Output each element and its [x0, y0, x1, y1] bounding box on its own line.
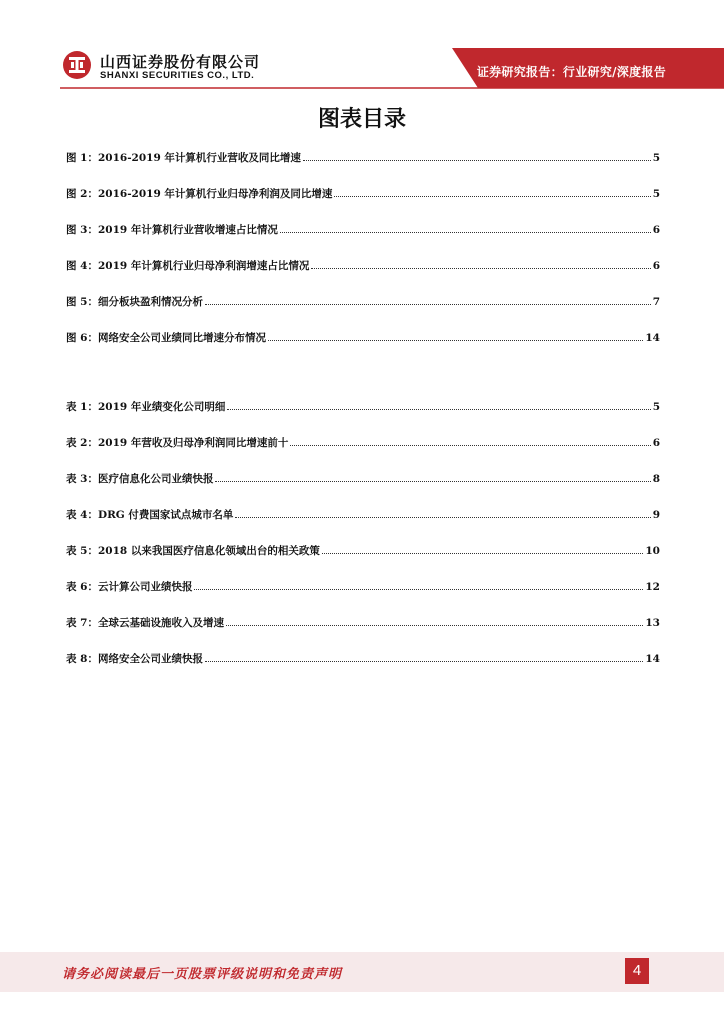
toc-entry-figure-2[interactable] — [66, 186, 660, 222]
toc-entry-title: 全球云基础设施收入及增速 — [97, 617, 224, 629]
page-title: 图表目录 — [317, 107, 406, 132]
toc-entry-page: 14 — [645, 332, 660, 344]
toc-entry-page: 7 — [652, 296, 660, 308]
toc-entry-figure-1[interactable] — [66, 150, 660, 186]
toc-entry-page: 12 — [645, 581, 660, 593]
toc-entry-page: 6 — [652, 224, 660, 236]
toc-leader-dots — [194, 579, 643, 590]
company-name-en: SHANXI SECURITIES CO., LTD. — [100, 70, 255, 81]
toc-entry-label: 表 8： — [66, 653, 98, 665]
toc-leader-dots — [280, 222, 651, 233]
toc-entry-label: 图 4： — [66, 260, 98, 272]
table-list — [66, 399, 660, 687]
toc-entry-figure-3[interactable] — [66, 222, 660, 258]
toc-entry-table-2[interactable] — [66, 435, 660, 471]
toc-leader-dots — [205, 294, 651, 305]
toc-entry-label: 表 4： — [66, 509, 98, 521]
toc-entry-table-3[interactable] — [66, 471, 660, 507]
toc-entry-title: 网络安全公司业绩快报 — [97, 653, 203, 665]
toc-entry-title: DRG 付费国家试点城市名单 — [97, 509, 234, 521]
toc-entry-title: 2016-2019 年计算机行业归母净利润及同比增速 — [97, 188, 333, 200]
toc-leader-dots — [227, 399, 650, 410]
toc-entry-page: 8 — [652, 473, 660, 485]
toc-entry-table-1[interactable] — [66, 399, 660, 435]
toc-entry-title: 医疗信息化公司业绩快报 — [97, 473, 214, 485]
toc-entry-label: 表 6： — [66, 581, 98, 593]
toc-entry-title: 网络安全公司业绩同比增速分布情况 — [97, 332, 266, 344]
toc-entry-label: 表 1： — [66, 401, 98, 413]
toc-entry-title: 2018 以来我国医疗信息化领域出台的相关政策 — [97, 545, 320, 557]
toc-leader-dots — [303, 150, 651, 161]
header-banner — [0, 0, 724, 100]
toc-entry-title: 2019 年计算机行业营收增速占比情况 — [97, 224, 278, 236]
toc-leader-dots — [334, 186, 650, 197]
toc-entry-label: 表 2： — [66, 437, 98, 449]
toc-entry-title: 细分板块盈利情况分析 — [97, 296, 203, 308]
toc-leader-dots — [322, 543, 644, 554]
toc-entry-page: 10 — [645, 545, 660, 557]
toc-entry-page: 6 — [652, 437, 660, 449]
toc-entry-title: 2016-2019 年计算机行业营收及同比增速 — [97, 152, 301, 164]
page-header — [0, 0, 724, 100]
toc-entry-page: 9 — [652, 509, 660, 521]
company-logo-icon — [62, 50, 92, 80]
toc-leader-dots — [235, 507, 650, 518]
toc-entry-label: 图 2： — [66, 188, 98, 200]
toc-leader-dots — [215, 471, 650, 482]
toc-entry-title: 2019 年营收及归母净利润同比增速前十 — [97, 437, 289, 449]
toc-entry-table-5[interactable] — [66, 543, 660, 579]
toc-leader-dots — [268, 330, 643, 341]
toc-entry-label: 表 7： — [66, 617, 98, 629]
toc-entry-page: 6 — [652, 260, 660, 272]
toc-entry-label: 表 3： — [66, 473, 98, 485]
footer-disclaimer: 请务必阅读最后一页股票评级说明和免责声明 — [62, 967, 343, 982]
company-name-cn: 山西证券股份有限公司 — [100, 53, 261, 71]
report-type-label: 证券研究报告：行业研究/深度报告 — [476, 65, 666, 79]
toc-leader-dots — [290, 435, 650, 446]
toc-entry-title: 2019 年计算机行业归母净利润增速占比情况 — [97, 260, 310, 272]
toc-entry-figure-5[interactable] — [66, 294, 660, 330]
toc-entry-table-7[interactable] — [66, 615, 660, 651]
toc-entry-label: 图 1： — [66, 152, 98, 164]
toc-entry-page: 13 — [645, 617, 660, 629]
figure-list — [66, 150, 660, 366]
toc-entry-page: 5 — [652, 401, 660, 413]
page-number: 4 — [625, 958, 649, 984]
toc-entry-label: 图 6： — [66, 332, 98, 344]
toc-entry-label: 图 5： — [66, 296, 98, 308]
toc-entry-table-4[interactable] — [66, 507, 660, 543]
toc-leader-dots — [205, 651, 643, 662]
toc-entry-page: 14 — [645, 653, 660, 665]
toc-entry-page: 5 — [652, 188, 660, 200]
toc-entry-title: 2019 年业绩变化公司明细 — [97, 401, 226, 413]
toc-entry-figure-6[interactable] — [66, 330, 660, 366]
toc-entry-figure-4[interactable] — [66, 258, 660, 294]
toc-entry-table-8[interactable] — [66, 651, 660, 687]
toc-entry-title: 云计算公司业绩快报 — [97, 581, 193, 593]
toc-entry-page: 5 — [652, 152, 660, 164]
toc-leader-dots — [311, 258, 650, 269]
toc-entry-table-6[interactable] — [66, 579, 660, 615]
toc-leader-dots — [226, 615, 643, 626]
toc-entry-label: 图 3： — [66, 224, 98, 236]
toc-entry-label: 表 5： — [66, 545, 98, 557]
